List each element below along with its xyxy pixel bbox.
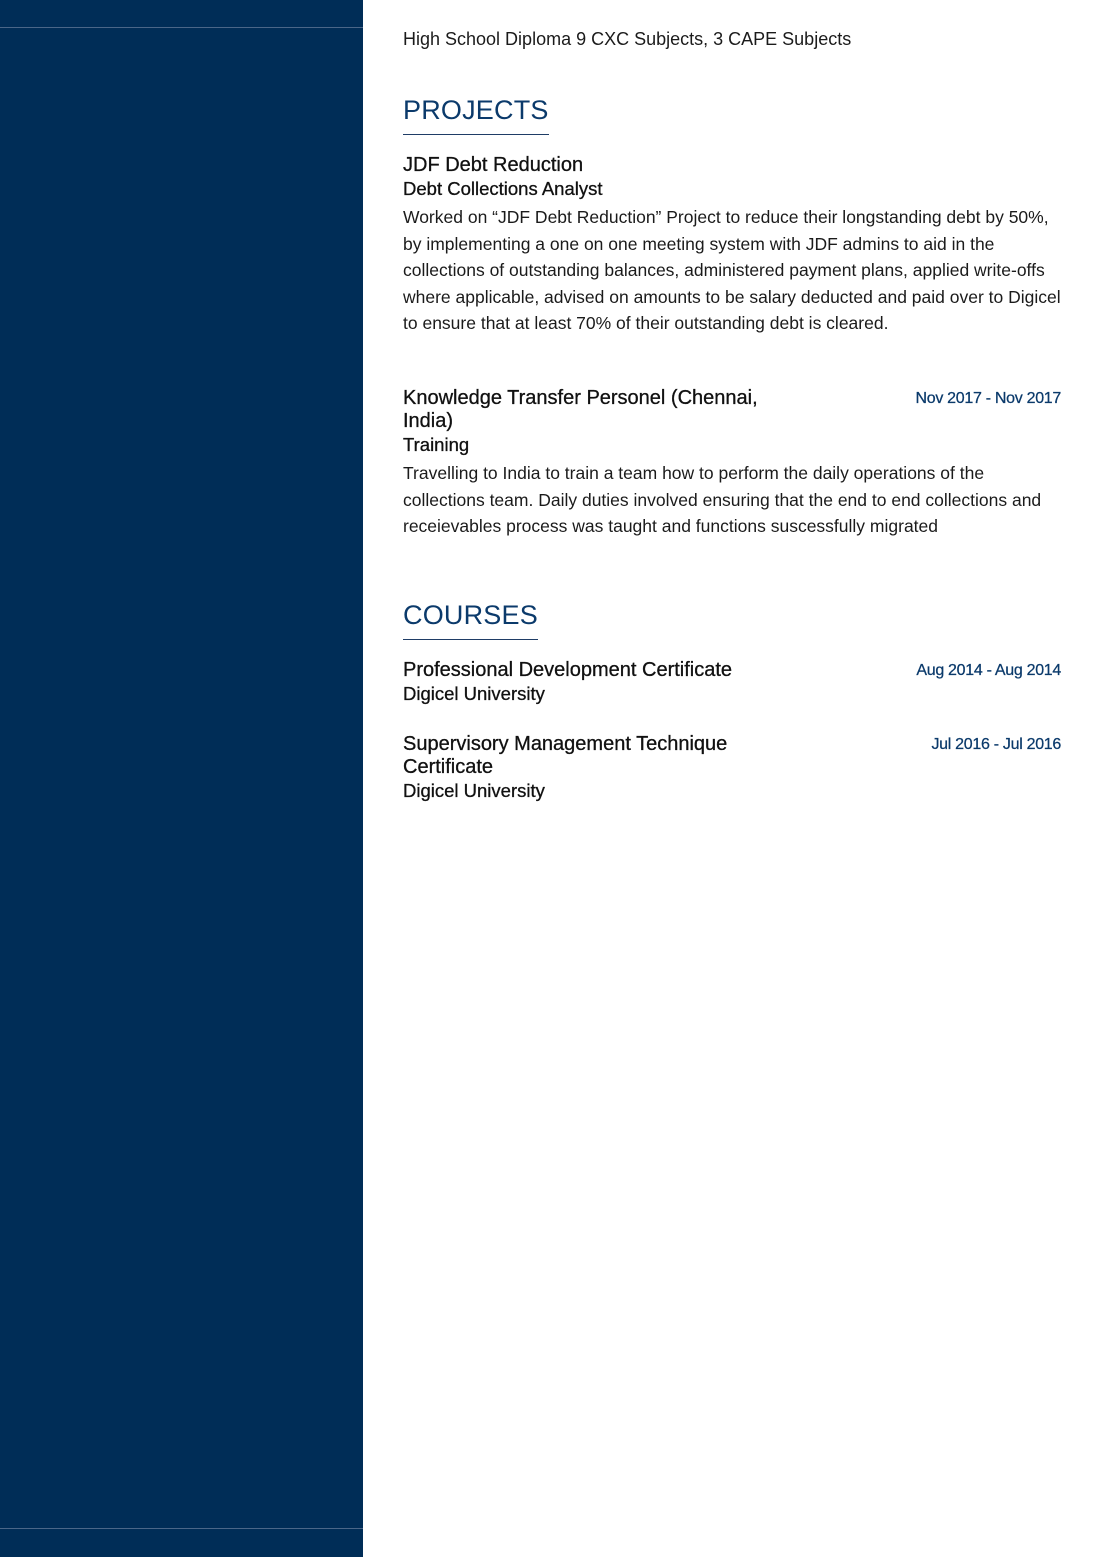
project-entry-header — [403, 387, 1061, 433]
project-date: Nov 2017 - Nov 2017 — [915, 390, 1061, 407]
course-title: Professional Development Certificate — [403, 659, 733, 681]
course-entry-header — [403, 659, 1061, 682]
projects-heading: PROJECTS — [403, 93, 549, 135]
course-institution: Digicel University — [403, 780, 545, 801]
courses-heading: COURSES — [403, 598, 538, 640]
project-entry-header — [403, 154, 1061, 177]
course-title: Supervisory Management Technique Certificate — [403, 733, 728, 778]
project-entry — [403, 154, 1061, 337]
course-entry-header — [403, 733, 1061, 779]
project-title: Knowledge Transfer Personel (Chennai, India) — [403, 387, 758, 432]
project-title: JDF Debt Reduction — [403, 154, 584, 176]
education-summary: High School Diploma 9 CXC Subjects, 3 CAPE Subjects — [403, 29, 852, 49]
course-date: Aug 2014 - Aug 2014 — [916, 662, 1061, 679]
course-entry — [403, 659, 1061, 705]
course-entry — [403, 733, 1061, 802]
project-role: Debt Collections Analyst — [403, 178, 603, 199]
course-date: Jul 2016 - Jul 2016 — [931, 736, 1061, 753]
sidebar-panel — [0, 0, 363, 1557]
project-description: Worked on “JDF Debt Reduction” Project to reduce their longstanding debt by 50%, by implementing a one on one meeting system with JDF admins to aid in the collections of outstanding balances, administered payment plans, applied write-offs where applicable, advised on amounts to be salary deducted and paid over to Digicel to ensure that at least 70% of their outstanding debt is cleared. — [403, 207, 1061, 333]
sidebar-divider-bottom — [0, 1528, 363, 1529]
project-description: Travelling to India to train a team how to perform the daily operations of the collections team. Daily duties involved ensuring that the end to end collections and receievables process was taught and functions suscessfully migrated — [403, 463, 1042, 536]
project-entry — [403, 387, 1061, 540]
project-role: Training — [403, 434, 470, 455]
sidebar-divider-top — [0, 27, 363, 28]
course-institution: Digicel University — [403, 683, 545, 704]
